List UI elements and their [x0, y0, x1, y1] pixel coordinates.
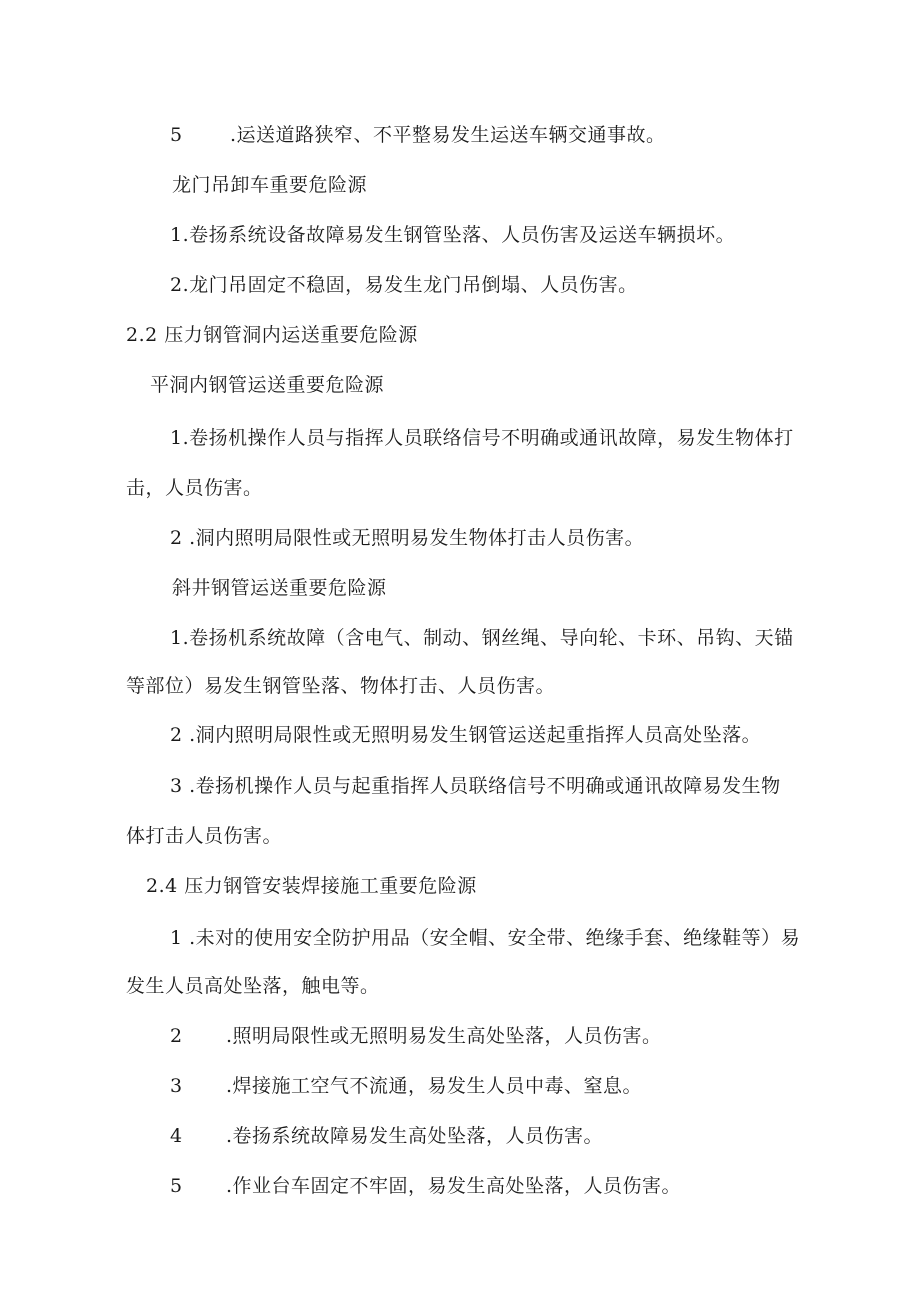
- list-text: .卷扬系统故障易发生高处坠落，人员伤害。: [226, 1125, 604, 1147]
- list-item: [170, 1023, 662, 1049]
- list-item: 3 .卷扬机操作人员与起重指挥人员联络信号不明确或通讯故障易发生物: [170, 775, 781, 797]
- list-number: 5: [170, 124, 183, 146]
- list-item: 1.卷扬机操作人员与指挥人员联络信号不明确或通讯故障，易发生物体打: [170, 427, 794, 449]
- list-text: .运送道路狭窄、不平整易发生运送车辆交通事故。: [230, 124, 666, 146]
- list-text: .照明局限性或无照明易发生高处坠落，人员伤害。: [226, 1025, 662, 1047]
- list-item: 2 .洞内照明局限性或无照明易发生物体打击人员伤害。: [170, 527, 645, 549]
- list-item: 1.卷扬机系统故障（含电气、制动、钢丝绳、导向轮、卡环、吊钩、天锚: [170, 627, 794, 649]
- list-item-continuation: 体打击人员伤害。: [126, 825, 283, 847]
- list-item: 1.卷扬系统设备故障易发生钢管坠落、人员伤害及运送车辆损坏。: [170, 224, 736, 246]
- section-heading: 2.4 压力钢管安装焊接施工重要危险源: [146, 875, 477, 897]
- subsection-heading: 斜井钢管运送重要危险源: [172, 577, 387, 599]
- list-item: [170, 1123, 603, 1149]
- list-item: 2 .洞内照明局限性或无照明易发生钢管运送起重指挥人员高处坠落。: [170, 724, 762, 746]
- list-item-continuation: 等部位）易发生钢管坠落、物体打击、人员伤害。: [126, 675, 556, 697]
- subsection-heading: 平洞内钢管运送重要危险源: [150, 374, 385, 396]
- list-item: [170, 1073, 642, 1099]
- list-item: 2.龙门吊固定不稳固，易发生龙门吊倒塌、人员伤害。: [170, 274, 638, 296]
- section-heading: 2.2 压力钢管洞内运送重要危险源: [126, 324, 418, 346]
- list-text: .作业台车固定不牢固，易发生高处坠落，人员伤害。: [226, 1175, 682, 1197]
- list-number: 3: [170, 1075, 183, 1097]
- subsection-heading: 龙门吊卸车重要危险源: [172, 174, 368, 196]
- list-number: 4: [170, 1125, 183, 1147]
- list-item-continuation: 击，人员伤害。: [126, 477, 263, 499]
- list-item: [170, 122, 666, 148]
- list-number: 2: [170, 1025, 183, 1047]
- list-number: 5: [170, 1175, 183, 1197]
- list-item: [170, 1173, 681, 1199]
- list-item: 1 .未对的使用安全防护用品（安全帽、安全带、绝缘手套、绝缘鞋等）易: [170, 927, 801, 949]
- list-item-continuation: 发生人员高处坠落，触电等。: [126, 975, 380, 997]
- list-text: .焊接施工空气不流通，易发生人员中毒、窒息。: [226, 1075, 643, 1097]
